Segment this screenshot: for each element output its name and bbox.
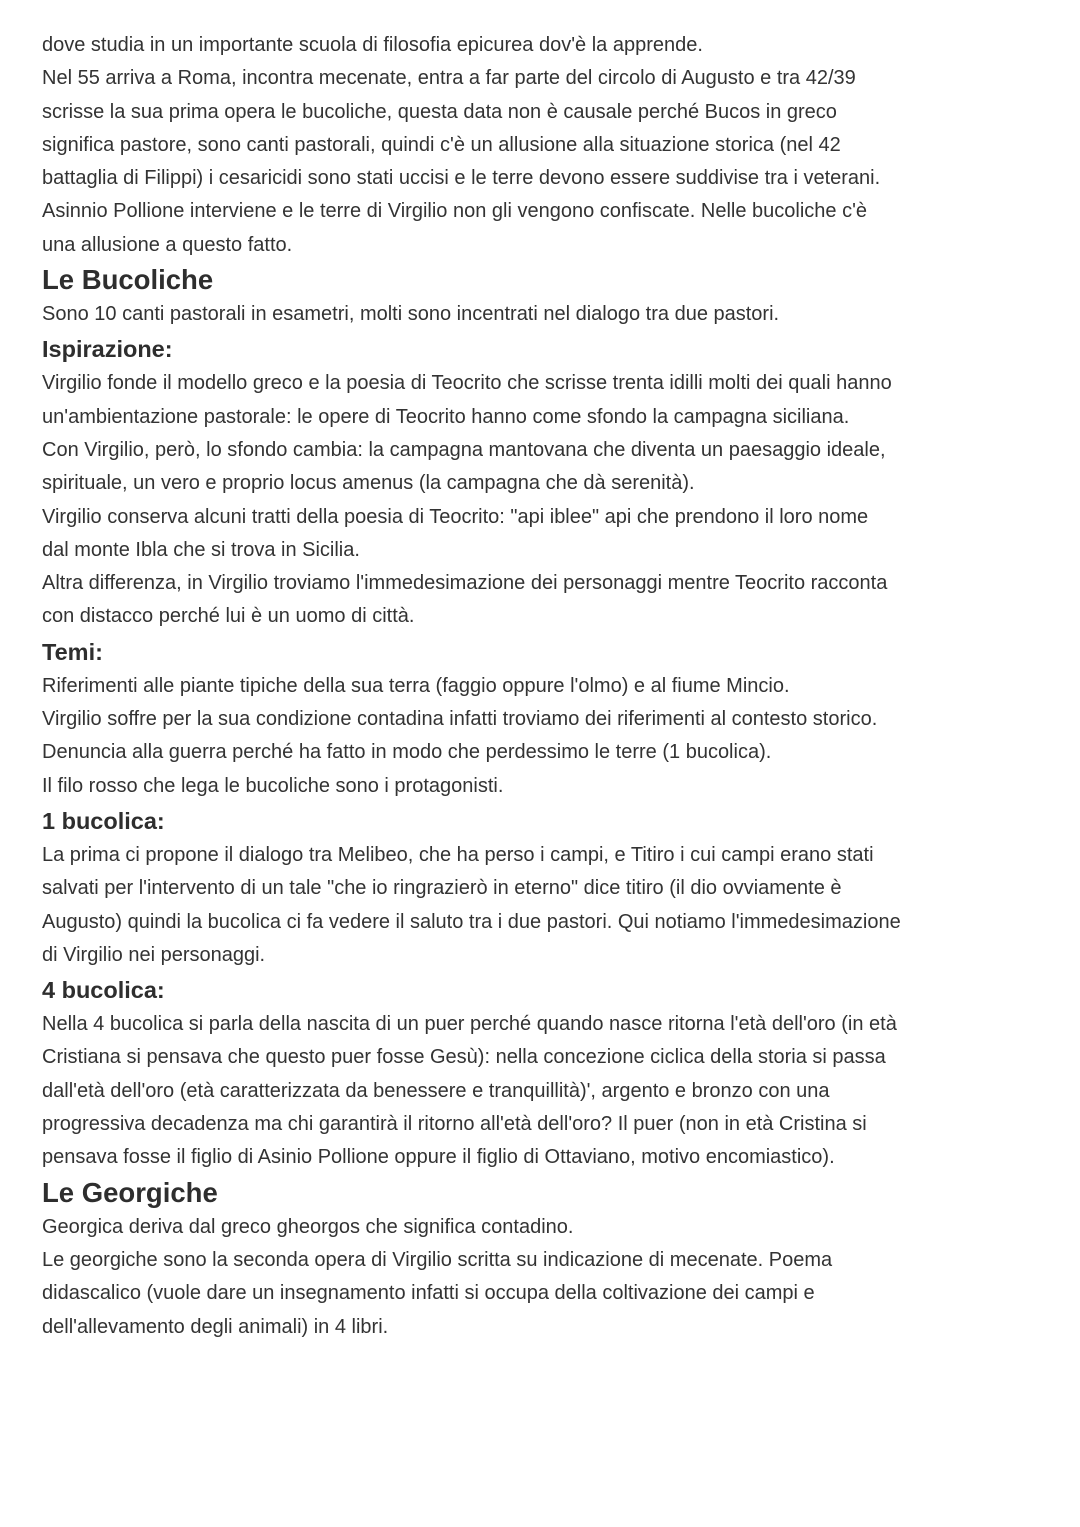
paragraph-line: Virgilio fonde il modello greco e la poesia di Teocrito che scrisse trenta idilli molti dei quali hanno [42, 372, 892, 395]
paragraph-line: Augusto) quindi la bucolica ci fa vedere il saluto tra i due pastori. Qui notiamo l'immedesimazione [42, 910, 901, 933]
paragraph-line: un'ambientazione pastorale: le opere di Teocrito hanno come sfondo la campagna siciliana. [42, 405, 850, 428]
subheading-prima-bucolica: 1 bucolica: [42, 807, 165, 834]
paragraph-line: battaglia di Filippi) i cesaricidi sono stati uccisi e le terre devono essere suddivise tra i veterani. [42, 167, 881, 190]
paragraph-line: Virgilio conserva alcuni tratti della poesia di Teocrito: "api iblee" api che prendono il loro nome [42, 505, 869, 528]
paragraph-line: pensava fosse il figlio di Asinio Pollione oppure il figlio di Ottaviano, motivo encomiastico). [42, 1146, 835, 1169]
paragraph-line: con distacco perché lui è un uomo di città. [42, 605, 415, 628]
intro-section [42, 29, 1042, 262]
subheading-ispirazione: Ispirazione: [42, 336, 173, 363]
paragraph-line: Altra differenza, in Virgilio troviamo l'immedesimazione dei personaggi mentre Teocrito racconta [42, 572, 888, 595]
paragraph-line: scrisse la sua prima opera le bucoliche, questa data non è causale perché Bucos in greco [42, 100, 837, 123]
paragraph-line: Nel 55 arriva a Roma, incontra mecenate, entra a far parte del circolo di Augusto e tra 42/39 [42, 67, 856, 90]
paragraph-line: dall'età dell'oro (età caratterizzata da benessere e tranquillità)', argento e bronzo con una [42, 1079, 830, 1102]
paragraph-line: salvati per l'intervento di un tale "che io ringrazierò in eterno" dice titiro (il dio ovviamente è [42, 877, 842, 900]
paragraph-line: dal monte Ibla che si trova in Sicilia. [42, 538, 360, 561]
paragraph-line: dell'allevamento degli animali) in 4 libri. [42, 1315, 389, 1338]
paragraph-line: significa pastore, sono canti pastorali, quindi c'è un allusione alla situazione storica (nel 42 [42, 133, 841, 156]
paragraph-line: La prima ci propone il dialogo tra Melibeo, che ha perso i campi, e Titiro i cui campi erano stati [42, 843, 874, 866]
paragraph-line: Con Virgilio, però, lo sfondo cambia: la campagna mantovana che diventa un paesaggio ideale, [42, 438, 886, 461]
georgiche-section [42, 1175, 1042, 1344]
paragraph-line: dove studia in un importante scuola di filosofia epicurea dov'è la apprende. [42, 34, 703, 56]
paragraph-line: Il filo rosso che lega le bucoliche sono i protagonisti. [42, 774, 504, 797]
paragraph-line: Nella 4 bucolica si parla della nascita di un puer perché quando nasce ritorna l'età dell'oro (in età [42, 1013, 897, 1036]
section-heading-georgiche: Le Georgiche [42, 1176, 218, 1208]
paragraph-line: Asinnio Pollione interviene e le terre di Virgilio non gli vengono confiscate. Nelle bucoliche c'è [42, 200, 868, 223]
paragraph-line: Denuncia alla guerra perché ha fatto in modo che perdessimo le terre (1 bucolica). [42, 741, 772, 764]
paragraph-line: Riferimenti alle piante tipiche della sua terra (faggio oppure l'olmo) e al fiume Mincio. [42, 674, 790, 697]
paragraph-line: Cristiana si pensava che questo puer fosse Gesù): nella concezione ciclica della storia si passa [42, 1046, 886, 1069]
section-heading-bucoliche: Le Bucoliche [42, 264, 214, 296]
bucoliche-section [42, 262, 1042, 1175]
paragraph-line: di Virgilio nei personaggi. [42, 943, 266, 966]
paragraph-line: una allusione a questo fatto. [42, 233, 293, 256]
paragraph-line: didascalico (vuole dare un insegnamento infatti si occupa della coltivazione dei campi e [42, 1282, 815, 1305]
paragraph-line: Virgilio soffre per la sua condizione contadina infatti troviamo dei riferimenti al contesto storico. [42, 708, 878, 731]
paragraph-line: Georgica deriva dal greco gheorgos che significa contadino. [42, 1215, 574, 1238]
paragraph-line: Le georgiche sono la seconda opera di Virgilio scritta su indicazione di mecenate. Poema [42, 1248, 833, 1271]
subheading-quarta-bucolica: 4 bucolica: [42, 977, 165, 1004]
paragraph-line: Sono 10 canti pastorali in esametri, molti sono incentrati nel dialogo tra due pastori. [42, 303, 780, 326]
subheading-temi: Temi: [42, 638, 103, 665]
paragraph-line: progressiva decadenza ma chi garantirà il ritorno all'età dell'oro? Il puer (non in età Cristina si [42, 1113, 867, 1136]
paragraph-line: spirituale, un vero e proprio locus amenus (la campagna che dà serenità). [42, 472, 695, 495]
document-page [42, 29, 1042, 1344]
